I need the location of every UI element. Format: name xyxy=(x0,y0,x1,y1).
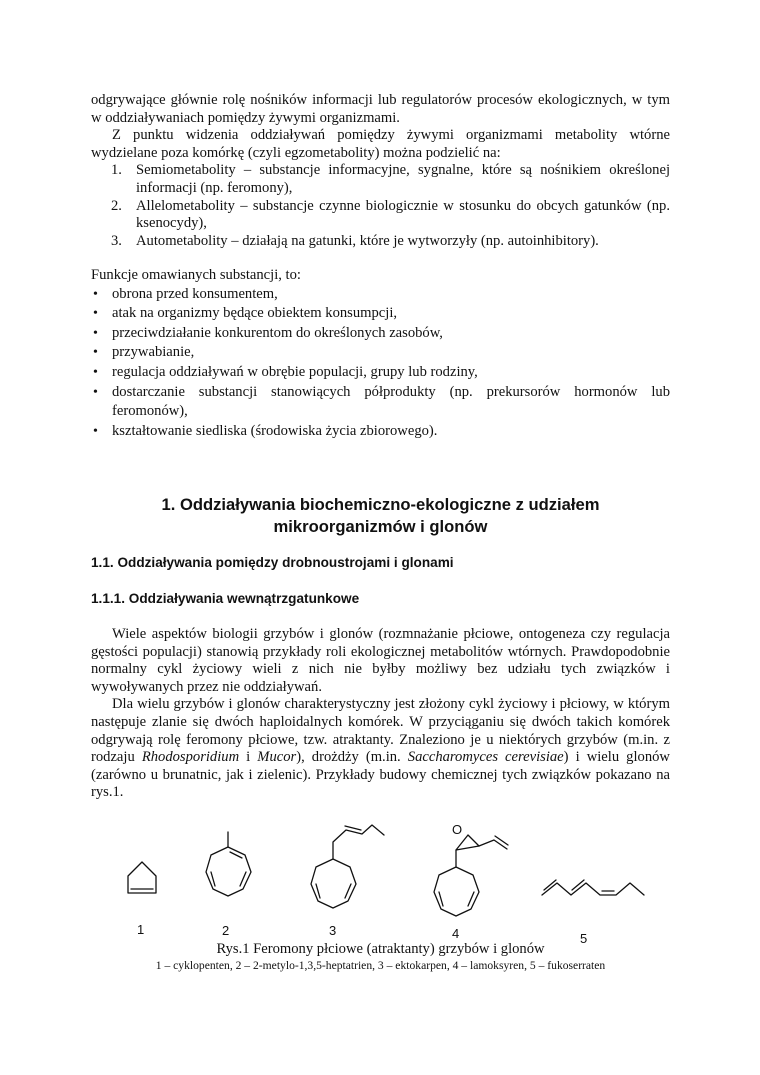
molecule-2-methylcycloheptatriene xyxy=(206,832,251,896)
bullet-text: przywabianie, xyxy=(112,344,195,361)
molecule-number-5: 5 xyxy=(580,931,588,946)
bullet-icon: • xyxy=(93,423,98,439)
subsection-heading: 1.1. Oddziaływania pomiędzy drobnoustrojami i glonami xyxy=(91,555,454,570)
list-number: 2. xyxy=(111,197,122,214)
text-run: ) i wielu glonów (zarówno u brunatnic, jak i zielenic). Przykłady budowy chemicznej tych związków pokazano na rys.1. xyxy=(91,749,670,801)
figure-caption-detail: 1 – cyklopenten, 2 – 2-metylo-1,3,5-heptatrien, 3 – ektokarpen, 4 – lamoksyren, 5 – fukoserraten xyxy=(155,958,606,972)
italic-genus: Mucor xyxy=(257,749,297,766)
bullet-text: przeciwdziałanie konkurentom do określonych zasobów, xyxy=(112,324,443,341)
molecule-3-ectocarpene xyxy=(311,825,384,908)
bullet-icon: • xyxy=(93,364,98,380)
molecule-number-3: 3 xyxy=(329,923,337,938)
bullet-icon: • xyxy=(93,345,98,361)
list-number: 3. xyxy=(111,232,122,249)
bullet-icon: • xyxy=(93,306,98,322)
bullet-text: kształtowanie siedliska (środowiska życia zbiorowego). xyxy=(112,422,438,439)
figure-caption-title: Rys.1 Feromony płciowe (atraktanty) grzybów i glonów xyxy=(216,941,545,957)
list-item-text: Autometabolity – działają na gatunki, które je wytworzyły (np. autoinhibitory). xyxy=(136,232,599,249)
list-item-text: Semiometabolity – substancje informacyjne, sygnalne, które są nośnikiem określonej informacji (np. feromony), xyxy=(136,162,670,196)
bullet-text: atak na organizmy będące obiektem konsumpcji, xyxy=(112,305,398,322)
bullet-icon: • xyxy=(93,384,98,400)
bullet-icon: • xyxy=(93,325,98,341)
list-number: 1. xyxy=(111,162,122,179)
bullet-icon: • xyxy=(93,286,98,302)
oxygen-atom-label: O xyxy=(452,822,463,837)
molecule-number-4: 4 xyxy=(452,926,460,941)
body-paragraph-1: Wiele aspektów biologii grzybów i glonów (rozmnażanie płciowe, ontogeneza czy regulacja gęstości populacji) stanowią przykłady roli ekologicznej metabolitów wtórnych. Prawdopodobnie normalny cykl życiowy wieli z nich nie byłby możliwy bez udziału tych związków i wywoływanych przez nie oddziaływań. xyxy=(91,626,670,695)
text-run: Dla wielu grzybów i glonów charakterystyczny jest złożony cykl życiowy i płciowy, w którym następuje zlanie się dwóch haploidalnych komórek. W przyciąganiu się dwóch takich komórek odgrywają rolę feromony płciowe, tzw. atraktanty. Znaleziono je u niektórych grzybów (m.in. z rodzaju xyxy=(91,696,670,766)
molecule-4-lamoxirene xyxy=(434,835,508,916)
molecule-number-1: 1 xyxy=(137,922,145,937)
functions-intro: Funkcje omawianych substancji, to: xyxy=(91,267,301,283)
bullet-text: dostarczanie substancji stanowiących półprodukty (np. prekursorów hormonów lub feromonów), xyxy=(112,383,670,420)
molecule-1-cyclopentene xyxy=(128,862,156,893)
italic-species: Saccharomyces cerevisiae xyxy=(407,749,564,766)
figure-caption xyxy=(91,941,670,973)
molecule-number-2: 2 xyxy=(222,923,230,938)
list-item-text: Allelometabolity – substancje czynne biologicznie w stosunku do obcych gatunków (np. ksenocydy), xyxy=(136,197,670,232)
subsubsection-heading: 1.1.1. Oddziaływania wewnątrzgatunkowe xyxy=(91,591,360,606)
molecule-5-fucoserratene xyxy=(542,880,644,895)
intro-continuation-paragraph: odgrywające głównie rolę nośników informacji lub regulatorów procesów ekologicznych, w tym w oddziaływaniach pomiędzy żywymi organizmami. xyxy=(91,92,670,126)
section-heading: 1. Oddziaływania biochemiczno-ekologiczne z udziałem mikroorganizmów i glonów xyxy=(161,495,600,536)
italic-genus: Rhodosporidium xyxy=(141,749,240,766)
text-run: ), drożdży (m.in. xyxy=(296,749,408,766)
text-run: i xyxy=(239,749,258,766)
bullet-text: regulacja oddziaływań w obrębie populacji, grupy lub rodziny, xyxy=(112,363,478,380)
egzometabolity-paragraph: Z punktu widzenia oddziaływań pomiędzy żywymi organizmami metabolity wtórne wydzielane poza komórkę (czyli egzometabolity) można podzielić na: xyxy=(91,127,670,161)
bullet-text: obrona przed konsumentem, xyxy=(112,285,278,302)
